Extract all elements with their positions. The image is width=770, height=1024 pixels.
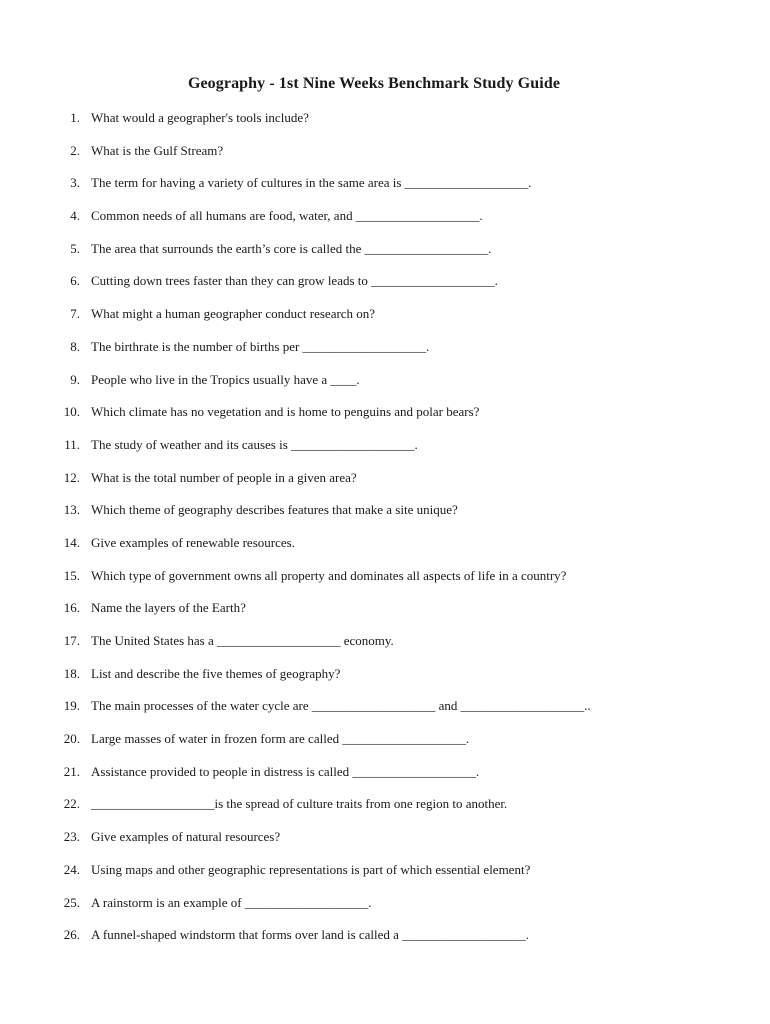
- question-text: Name the layers of the Earth?: [91, 600, 246, 616]
- question-number: 14.: [63, 534, 80, 550]
- question-text: A funnel-shaped windstorm that forms over land is called a ___________________.: [91, 927, 529, 943]
- question-text: ___________________is the spread of culture traits from one region to another.: [91, 796, 508, 812]
- question-item: [0, 337, 770, 370]
- question-text: Which theme of geography describes features that make a site unique?: [91, 502, 458, 518]
- question-item: [0, 631, 770, 664]
- question-text: Large masses of water in frozen form are called ___________________.: [91, 731, 470, 747]
- question-text: Using maps and other geographic representations is part of which essential element?: [91, 861, 531, 877]
- question-number: 11.: [64, 436, 80, 452]
- question-text: List and describe the five themes of geography?: [91, 665, 341, 681]
- question-number: 18.: [63, 665, 80, 681]
- question-number: 5.: [70, 240, 80, 256]
- question-item: [0, 239, 770, 272]
- question-number: 1.: [70, 110, 80, 125]
- question-number: 6.: [70, 273, 80, 289]
- question-number: 20.: [63, 731, 80, 747]
- question-text: The main processes of the water cycle are ___________________ and ___________________..: [91, 698, 591, 714]
- question-text: The study of weather and its causes is ___________________.: [91, 436, 418, 452]
- question-text: People who live in the Tropics usually have a ____.: [91, 371, 360, 387]
- question-text: Assistance provided to people in distress is called ___________________.: [91, 763, 480, 779]
- question-text: Common needs of all humans are food, water, and ___________________.: [91, 208, 483, 224]
- question-item: [0, 271, 770, 304]
- question-text: Give examples of renewable resources.: [91, 534, 295, 550]
- question-item: [0, 304, 770, 337]
- question-item: [0, 729, 770, 762]
- question-number: 7.: [70, 306, 80, 322]
- question-number: 8.: [70, 338, 80, 354]
- question-number: 23.: [63, 829, 80, 845]
- question-number: 17.: [63, 633, 80, 648]
- question-item: [0, 860, 770, 893]
- question-item: [0, 893, 770, 926]
- question-text: Cutting down trees faster than they can grow leads to ___________________.: [91, 273, 498, 289]
- question-item: [0, 566, 770, 599]
- question-text: What is the total number of people in a given area?: [91, 469, 357, 485]
- question-number: 3.: [70, 175, 80, 191]
- question-text: What would a geographer's tools include?: [91, 110, 309, 125]
- question-item: [0, 827, 770, 860]
- question-item: [0, 370, 770, 403]
- question-text: Which type of government owns all property and dominates all aspects of life in a country?: [91, 567, 567, 583]
- question-number: 10.: [63, 404, 80, 420]
- question-number: 4.: [70, 208, 80, 224]
- question-item: [0, 402, 770, 435]
- question-number: 25.: [63, 894, 80, 910]
- question-number: 15.: [63, 567, 80, 583]
- question-item: [0, 468, 770, 501]
- question-text: The United States has a ___________________ economy.: [91, 633, 394, 648]
- question-number: 21.: [63, 763, 80, 779]
- question-number: 12.: [63, 469, 80, 485]
- question-item: [0, 598, 770, 631]
- question-item: [0, 794, 770, 827]
- question-item: [0, 141, 770, 174]
- question-number: 19.: [63, 698, 80, 714]
- question-number: 22.: [63, 796, 80, 812]
- question-item: [0, 500, 770, 533]
- question-text: Give examples of natural resources?: [91, 829, 281, 845]
- question-item: [0, 696, 770, 729]
- question-number: 16.: [63, 600, 80, 616]
- question-number: 24.: [63, 861, 80, 877]
- question-text: The birthrate is the number of births per ___________________.: [91, 338, 430, 354]
- question-text: A rainstorm is an example of ___________________.: [91, 894, 372, 910]
- question-number: 13.: [63, 502, 80, 518]
- question-text: The area that surrounds the earth’s core is called the ___________________.: [91, 240, 492, 256]
- question-text: Which climate has no vegetation and is home to penguins and polar bears?: [91, 404, 480, 420]
- question-list: [0, 108, 770, 958]
- question-item: [0, 925, 770, 958]
- question-item: [0, 664, 770, 697]
- question-item: [0, 206, 770, 239]
- question-item: [0, 435, 770, 468]
- question-text: What might a human geographer conduct research on?: [91, 306, 376, 322]
- question-number: 26.: [63, 927, 80, 943]
- question-text: The term for having a variety of cultures in the same area is ___________________.: [91, 175, 532, 191]
- question-item: [0, 533, 770, 566]
- question-number: 9.: [70, 371, 80, 387]
- question-number: 2.: [70, 142, 80, 158]
- page-title: Geography - 1st Nine Weeks Benchmark Study Guide: [187, 75, 561, 92]
- question-text: What is the Gulf Stream?: [91, 142, 224, 158]
- question-item: [0, 108, 770, 141]
- question-item: [0, 173, 770, 206]
- question-item: [0, 762, 770, 795]
